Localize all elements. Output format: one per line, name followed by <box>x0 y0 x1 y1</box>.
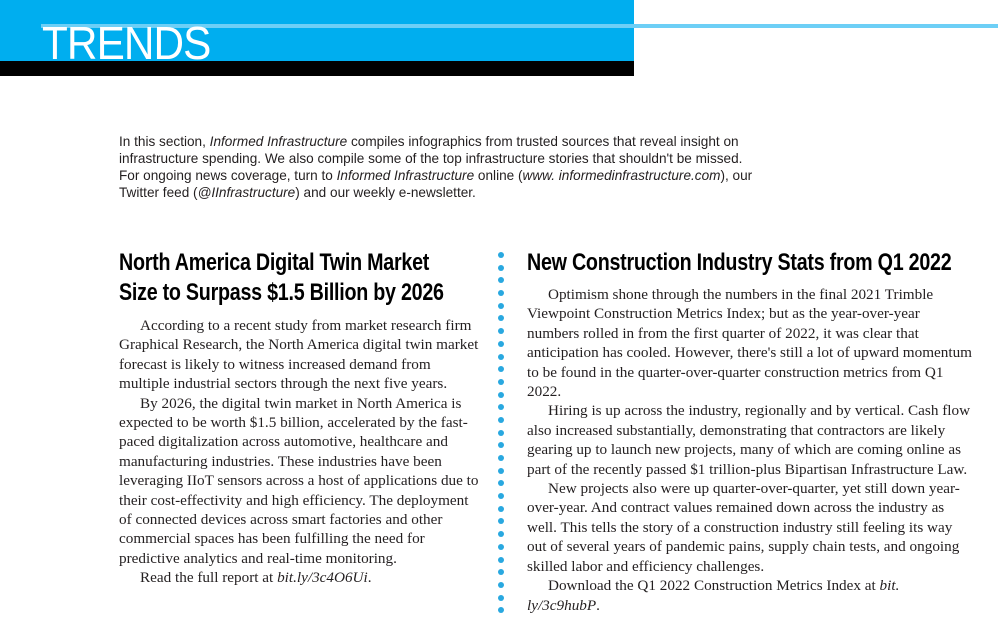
intro-text: online ( <box>474 168 523 183</box>
website-link[interactable]: www. informedinfrastructure.com <box>522 168 721 183</box>
headline-line: North America Digital Twin Market <box>119 249 430 276</box>
article-construction-stats <box>527 248 973 615</box>
article-paragraph: By 2026, the digital twin market in North America is expected to be worth $1.5 billion, accelerated by the fast-paced digitalization across automotive, healthcare and manufacturing industries. These industries have been leveraging IIoT sensors across a host of applications due to their cost-effectivity and high efficiency. The deployment of connected devices across smart factories and other commercial spaces has been fulfilling the need for predictive analytics and real-time monitoring. <box>119 394 479 567</box>
section-title: TRENDS <box>42 17 211 69</box>
report-link[interactable]: bit. ly/3c9hubP <box>527 577 900 614</box>
headline-line: New Construction Industry Stats from Q1 2022 <box>527 249 952 276</box>
intro-text: ) and our weekly e-newsletter. <box>295 185 476 200</box>
link-suffix: . <box>367 569 372 587</box>
article-link-paragraph <box>119 568 479 587</box>
article-paragraph: Optimism shone through the numbers in the final 2021 Trimble Viewpoint Construction Metrics Index; but as the year-over-year numbers rolled in from the first quarter of 2022, it was clear that anticipation has cooled. However, there's still a lot of upward momentum to be found in the quarter-over-quarter construction metrics from Q1 2022. <box>527 286 972 401</box>
intro-text: compiles infographics from trusted sources that reveal insight on infrastructure spending. We also compile some of the top infrastructure stories that shouldn't be missed. For ongoing news coverage, turn to <box>119 134 743 183</box>
link-prefix: Read the full report at <box>140 569 278 587</box>
article-body <box>527 285 973 615</box>
intro-paragraph <box>119 133 759 201</box>
link-prefix: Download the Q1 2022 Construction Metrics Index at <box>548 577 880 595</box>
column-divider-dots <box>498 252 505 624</box>
article-paragraph: Hiring is up across the industry, regionally and by vertical. Cash flow also increased substantially, demonstrating that contractors are likely gearing up to launch new projects, many of which are coming online as part of the recently passed $1 trillion-plus Bipartisan Infrastructure Law. <box>527 402 971 478</box>
article-digital-twin <box>119 248 479 588</box>
article-paragraph: According to a recent study from market research firm Graphical Research, the North America digital twin market forecast is likely to witness increased demand from multiple industrial sectors through the next five years. <box>119 317 479 393</box>
article-link-paragraph <box>527 576 973 615</box>
twitter-handle[interactable]: @IInfrastructure <box>197 185 296 200</box>
intro-text: ), our Twitter feed ( <box>119 168 753 200</box>
report-link[interactable]: bit.ly/3c4O6Ui <box>277 569 368 587</box>
publication-name: Informed Infrastructure <box>209 134 348 149</box>
article-paragraph: New projects also were up quarter-over-quarter, yet still down year-over-year. And contract values remained down across the industry as well. This tells the story of a construction industry still feeling its way out of several years of pandemic pains, supply chain tests, and ongoing skilled labor and efficiency challenges. <box>527 480 960 575</box>
headline-line: Size to Surpass $1.5 Billion by 2026 <box>119 279 444 306</box>
article-body <box>119 316 479 588</box>
publication-name: Informed Infrastructure <box>336 168 475 183</box>
article-headline <box>527 248 952 278</box>
intro-text: In this section, <box>119 134 210 149</box>
link-suffix: . <box>596 596 600 614</box>
article-headline <box>119 248 480 308</box>
